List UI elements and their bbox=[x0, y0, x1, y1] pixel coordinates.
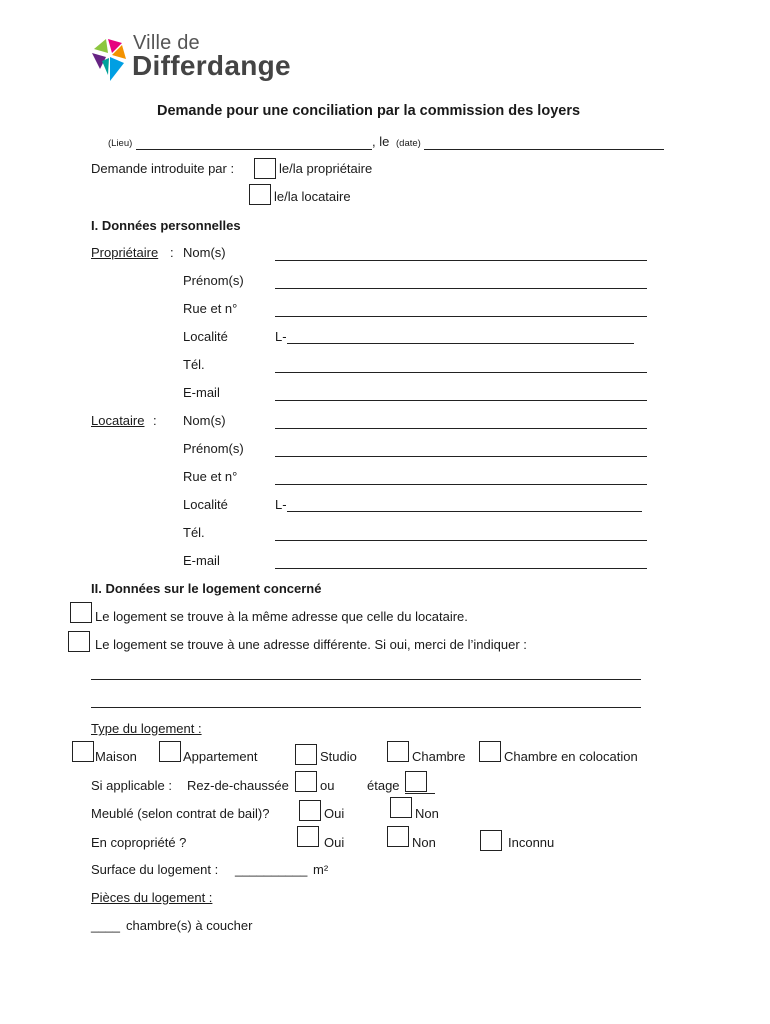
section1-heading: I. Données personnelles bbox=[91, 218, 241, 233]
owner-firstname-field[interactable] bbox=[275, 288, 647, 289]
owner-email-field[interactable] bbox=[275, 400, 647, 401]
ground-floor-label: Rez-de-chaussée bbox=[187, 778, 289, 793]
owner-street-label: Rue et n° bbox=[183, 301, 238, 316]
tenant-email-field[interactable] bbox=[275, 568, 647, 569]
address-field-line2[interactable] bbox=[91, 707, 641, 708]
coownership-no-label: Non bbox=[412, 835, 436, 850]
tenant-email-label: E-mail bbox=[183, 553, 220, 568]
coownership-unknown-label: Inconnu bbox=[508, 835, 555, 850]
owner-street-field[interactable] bbox=[275, 316, 647, 317]
introduced-by-label: Demande introduite par : bbox=[91, 161, 235, 176]
tenant-street-field[interactable] bbox=[275, 484, 647, 485]
le-label: , le bbox=[372, 134, 390, 149]
ground-floor-checkbox[interactable] bbox=[295, 771, 317, 792]
tenant-checkbox-label: le/la locataire bbox=[274, 189, 351, 204]
floor-label: étage bbox=[367, 778, 400, 793]
address-field-line1[interactable] bbox=[91, 679, 641, 680]
same-address-checkbox[interactable] bbox=[70, 602, 92, 623]
owner-checkbox-label: le/la propriétaire bbox=[279, 161, 373, 176]
tenant-name-field[interactable] bbox=[275, 428, 647, 429]
owner-colon: : bbox=[170, 245, 174, 260]
tenant-locality-prefix: L- bbox=[275, 497, 287, 512]
different-address-label: Le logement se trouve à une adresse différente. Si oui, merci de l’indiquer : bbox=[95, 637, 527, 652]
type-coloc-checkbox[interactable] bbox=[479, 741, 501, 762]
coownership-yes-label: Oui bbox=[324, 835, 345, 850]
owner-checkbox[interactable] bbox=[254, 158, 276, 179]
different-address-checkbox[interactable] bbox=[68, 631, 90, 652]
tenant-street-label: Rue et n° bbox=[183, 469, 238, 484]
owner-phone-field[interactable] bbox=[275, 372, 647, 373]
type-appartement-label: Appartement bbox=[183, 749, 258, 764]
document-title: Demande pour une conciliation par la commission des loyers bbox=[157, 103, 581, 119]
owner-firstname-label: Prénom(s) bbox=[183, 273, 244, 288]
logo bbox=[90, 33, 310, 89]
owner-name-label: Nom(s) bbox=[183, 245, 226, 260]
bedrooms-label: chambre(s) à coucher bbox=[126, 918, 253, 933]
owner-locality-prefix: L- bbox=[275, 329, 287, 344]
tenant-locality-field[interactable] bbox=[287, 511, 642, 512]
type-appartement-checkbox[interactable] bbox=[159, 741, 181, 762]
coownership-label: En copropriété ? bbox=[91, 835, 187, 850]
or-label: ou bbox=[320, 778, 335, 793]
furnished-yes-label: Oui bbox=[324, 806, 345, 821]
tenant-phone-field[interactable] bbox=[275, 540, 647, 541]
same-address-label: Le logement se trouve à la même adresse que celle du locataire. bbox=[95, 609, 468, 624]
owner-locality-label: Localité bbox=[183, 329, 228, 344]
floor-underline bbox=[405, 793, 435, 794]
tenant-phone-label: Tél. bbox=[183, 525, 205, 540]
logo-line2: Differdange bbox=[132, 50, 291, 81]
type-studio-checkbox[interactable] bbox=[295, 744, 317, 765]
furnished-no-label: Non bbox=[415, 806, 439, 821]
section2-heading: II. Données sur le logement concerné bbox=[91, 581, 322, 596]
tenant-label: Locataire bbox=[91, 413, 145, 428]
owner-email-label: E-mail bbox=[183, 385, 220, 400]
furnished-no-checkbox[interactable] bbox=[390, 797, 412, 818]
applicable-label: Si applicable : bbox=[91, 778, 172, 793]
tenant-name-label: Nom(s) bbox=[183, 413, 226, 428]
surface-field[interactable]: __________ bbox=[235, 862, 308, 877]
date-label: (date) bbox=[396, 138, 421, 149]
differdange-logo-icon bbox=[90, 35, 128, 83]
surface-unit: m² bbox=[313, 862, 329, 877]
date-field[interactable] bbox=[424, 149, 664, 150]
owner-phone-label: Tél. bbox=[183, 357, 205, 372]
furnished-label: Meublé (selon contrat de bail)? bbox=[91, 806, 270, 821]
owner-name-field[interactable] bbox=[275, 260, 647, 261]
tenant-checkbox[interactable] bbox=[249, 184, 271, 205]
owner-label: Propriétaire bbox=[91, 245, 159, 260]
floor-checkbox[interactable] bbox=[405, 771, 427, 792]
place-field[interactable] bbox=[136, 149, 372, 150]
surface-label: Surface du logement : bbox=[91, 862, 219, 877]
tenant-colon: : bbox=[153, 413, 157, 428]
tenant-firstname-field[interactable] bbox=[275, 456, 647, 457]
coownership-yes-checkbox[interactable] bbox=[297, 826, 319, 847]
type-maison-checkbox[interactable] bbox=[72, 741, 94, 762]
type-coloc-label: Chambre en colocation bbox=[504, 749, 638, 764]
type-label: Type du logement : bbox=[91, 721, 202, 736]
type-chambre-label: Chambre bbox=[412, 749, 466, 764]
place-label: (Lieu) bbox=[108, 138, 133, 149]
coownership-unknown-checkbox[interactable] bbox=[480, 830, 502, 851]
type-studio-label: Studio bbox=[320, 749, 357, 764]
bedrooms-field[interactable]: ____ bbox=[91, 918, 120, 933]
type-maison-label: Maison bbox=[95, 749, 137, 764]
rooms-label: Pièces du logement : bbox=[91, 890, 213, 905]
owner-locality-field[interactable] bbox=[287, 343, 634, 344]
tenant-locality-label: Localité bbox=[183, 497, 228, 512]
tenant-firstname-label: Prénom(s) bbox=[183, 441, 244, 456]
furnished-yes-checkbox[interactable] bbox=[299, 800, 321, 821]
logo-line1: Ville de bbox=[133, 32, 200, 54]
type-chambre-checkbox[interactable] bbox=[387, 741, 409, 762]
coownership-no-checkbox[interactable] bbox=[387, 826, 409, 847]
